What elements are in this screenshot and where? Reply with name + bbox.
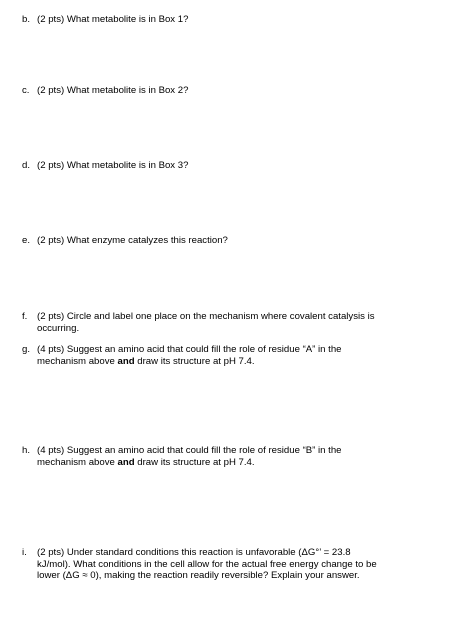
question-letter: d. <box>22 160 31 171</box>
question-h <box>22 445 442 468</box>
question-line: (2 pts) What enzyme catalyzes this reaction? <box>37 235 228 246</box>
question-line: kJ/mol). What conditions in the cell allow for the actual free energy change to be <box>37 558 377 570</box>
question-text <box>37 160 442 172</box>
question-text <box>37 547 442 582</box>
question-line: (2 pts) Under standard conditions this reaction is unfavorable (ΔG°’ = 23.8 <box>37 547 351 558</box>
question-letter: i. <box>22 547 27 558</box>
question-line-part: draw its structure at pH 7.4. <box>134 456 255 468</box>
question-line-part: draw its structure at pH 7.4. <box>134 355 255 367</box>
question-line-part: mechanism above <box>37 456 118 468</box>
question-i <box>22 547 442 582</box>
question-d <box>22 160 442 172</box>
question-line-part: mechanism above <box>37 355 118 367</box>
question-text <box>37 445 442 468</box>
question-letter: e. <box>22 235 31 246</box>
question-letter: h. <box>22 445 31 456</box>
question-line: (4 pts) Suggest an amino acid that could fill the role of residue “B” in the <box>37 445 342 456</box>
emphasis-and: and <box>117 355 135 367</box>
question-line: (2 pts) What metabolite is in Box 2? <box>37 85 189 96</box>
question-line: (2 pts) What metabolite is in Box 3? <box>37 160 189 171</box>
question-letter: c. <box>22 85 30 96</box>
question-line: occurring. <box>37 322 80 334</box>
question-g <box>22 344 442 367</box>
question-text <box>37 85 442 97</box>
question-line: (2 pts) What metabolite is in Box 1? <box>37 14 189 25</box>
question-line <box>37 457 442 469</box>
question-f <box>22 311 442 334</box>
question-letter: g. <box>22 344 31 355</box>
question-line: (2 pts) Circle and label one place on the mechanism where covalent catalysis is <box>37 311 375 322</box>
question-e <box>22 235 442 247</box>
question-line <box>37 356 442 368</box>
question-c <box>22 85 442 97</box>
question-line: lower (ΔG ≈ 0), making the reaction readily reversible? Explain your answer. <box>37 570 360 581</box>
question-text <box>37 311 442 334</box>
question-text <box>37 235 442 247</box>
question-text <box>37 344 442 367</box>
emphasis-and: and <box>117 456 135 468</box>
question-text <box>37 14 442 26</box>
question-letter: f. <box>22 311 28 322</box>
question-letter: b. <box>22 14 31 25</box>
question-b <box>22 14 442 26</box>
question-line: (4 pts) Suggest an amino acid that could fill the role of residue “A” in the <box>37 344 342 355</box>
